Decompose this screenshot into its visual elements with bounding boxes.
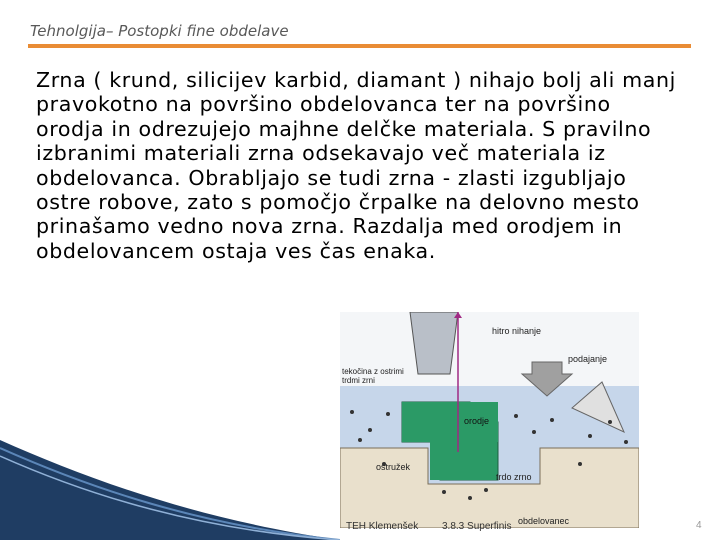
tool-tip (430, 440, 496, 480)
slide-title: Tehnolgija– Postopki fine obdelave (30, 22, 289, 40)
body-paragraph: Zrna ( krund, silicijev karbid, diamant ) nihajo bolj ali manj pravokotno na površino obdelovanca ter na površino orodja in odrezujejo majhne delčke materiala. S pravilno izbranimi materiali zrna odsekavajo več materiala iz obdelovanca. Obrabljajo se tudi zrna - zlasti izgubljajo ostre robove, zato s pomočjo črpalke na delovno mesto prinašamo vedno nova zrna. Razdalja med orodjem in obdelovancem ostaja ves čas enaka. (36, 68, 676, 263)
tool-holder (410, 312, 458, 374)
footer-section: 3.8.3 Superfinis (442, 521, 512, 532)
label-orodje: orodje (464, 416, 490, 426)
label-tekocina-1: tekočina z ostrimi (342, 367, 404, 376)
footer-author: TEH Klemenšek (346, 521, 419, 532)
superfinishing-diagram (340, 312, 639, 528)
footer-page-number: 4 (696, 520, 702, 531)
label-tekocina-2: trdmi zrni (342, 376, 375, 385)
title-underline (28, 44, 691, 48)
label-trdo-zrno: trdo zrno (496, 472, 532, 482)
decorative-wave (0, 440, 340, 540)
label-ostruzek: ostružek (376, 462, 411, 472)
label-obdelovanec: obdelovanec (518, 516, 570, 526)
label-podajanje: podajanje (568, 354, 608, 364)
label-hitro-nihanje: hitro nihanje (492, 326, 542, 336)
